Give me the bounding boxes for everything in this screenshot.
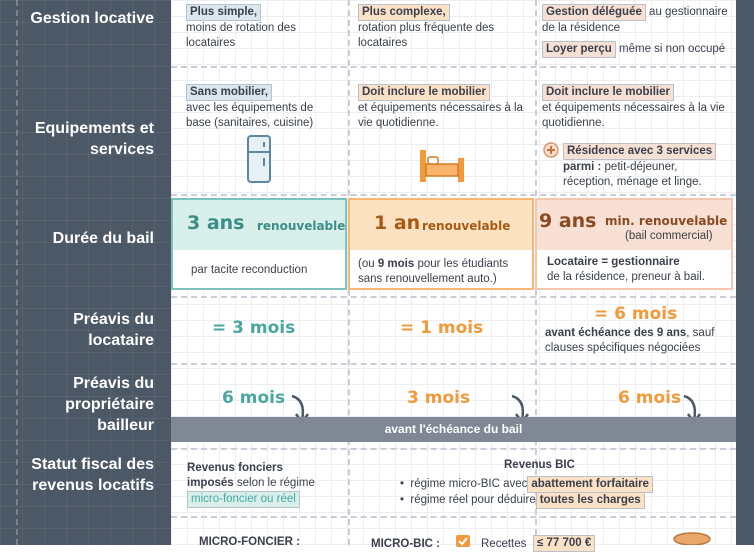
- row-label-statut-fiscal: Statut fiscal des revenus locatifs: [31, 456, 154, 494]
- col2-preavis-locataire: = 1 mois: [400, 318, 484, 338]
- col1-equipements: Sans mobilier, avec les équipements de base (sanitaires, cuisine): [186, 86, 314, 129]
- right-border: [736, 0, 754, 545]
- col3-preavis-proprietaire: 6 mois: [618, 388, 682, 408]
- col2-duree-value: 1 an: [374, 212, 421, 234]
- col2-duree-renouvelable: renouvelable: [422, 219, 511, 233]
- col2-preavis-proprietaire: 3 mois: [407, 388, 471, 408]
- col1-preavis-proprietaire: 6 mois: [222, 388, 286, 408]
- col3-services: Résidence avec 3 services parmi : petit-déjeuner, réception, ménage et linge.: [563, 143, 731, 190]
- col1-fiscal: Revenus fonciers imposés selon le régime micro-foncier ou réel: [187, 461, 347, 508]
- col2-gestion: Plus complexe, rotation plus fréquente des locataires: [358, 6, 495, 49]
- col3-duree-paren: (bail commercial): [625, 230, 713, 242]
- row-label-preavis-proprietaire: Préavis du propriétaire bailleur: [65, 375, 154, 434]
- bed-icon: [418, 148, 466, 184]
- row-separator: [171, 66, 736, 68]
- row-label-duree: Durée du bail: [52, 230, 154, 247]
- col1-gestion: Plus simple, moins de rotation des locataires: [186, 6, 296, 49]
- row-label-gestion: Gestion locative: [30, 10, 154, 27]
- fridge-icon: [246, 134, 272, 184]
- row-separator: [171, 363, 736, 365]
- col2-fiscal-bullet1: • régime micro-BIC avec abattement forfaitaire: [400, 476, 730, 493]
- col3-preavis-note: avant échéance des 9 ans, sauf clauses spécifiques négociées: [545, 327, 715, 354]
- check-icon: [456, 535, 470, 547]
- col3-duree-value: 9 ans: [539, 210, 597, 232]
- col2-duree-sub: (ou 9 mois pour les étudiants sans renouvellement auto.): [358, 258, 509, 285]
- col3-duree-box: [535, 198, 733, 290]
- col3-duree-sub: Locataire = gestionnaire de la résidence, preneur à bail.: [547, 256, 705, 283]
- col1-bottom-label: MICRO-FONCIER :: [199, 536, 300, 548]
- col2-duree-box: [348, 198, 534, 290]
- row-label-equipements: Equipements et services: [34, 120, 154, 158]
- row-separator: [171, 516, 736, 518]
- plus-circle-icon: [543, 142, 559, 158]
- col1-preavis-locataire: = 3 mois: [212, 318, 296, 338]
- col2-bottom-amount: ≤ 77 700 €: [533, 535, 595, 552]
- row-label-preavis-locataire: Préavis du locataire: [73, 311, 154, 349]
- col1-duree-sub: par tacite reconduction: [191, 264, 308, 276]
- col2-bottom-recettes: Recettes: [481, 538, 527, 550]
- banner-echeance: avant l'échéance du bail: [171, 417, 736, 442]
- col2-equipements: Doit inclure le mobilier et équipements nécessaires à la vie quotidienne.: [358, 86, 523, 129]
- col3-equipements: Doit inclure le mobilier et équipements nécessaires à la vie quotidienne.: [542, 86, 725, 129]
- col3-preavis-locataire: = 6 mois: [594, 304, 678, 324]
- row-separator: [171, 448, 736, 450]
- col2-bottom-label: MICRO-BIC :: [371, 538, 440, 550]
- col1-duree-box: [171, 198, 347, 290]
- col3-gestion: Gestion déléguée au gestionnaire de la résidence Loyer perçu même si non occupé: [542, 4, 732, 58]
- coins-icon: [672, 532, 712, 545]
- col1-duree-value: 3 ans: [187, 212, 245, 234]
- row-separator: [171, 194, 736, 196]
- col2-fiscal-title: Revenus BIC: [504, 459, 575, 471]
- col2-fiscal-bullet2: • régime réel pour déduire toutes les charges: [400, 492, 730, 509]
- row-separator: [171, 296, 736, 298]
- col3-duree-renouvelable: min. renouvelable: [605, 214, 728, 228]
- col1-duree-renouvelable: renouvelable: [257, 219, 346, 233]
